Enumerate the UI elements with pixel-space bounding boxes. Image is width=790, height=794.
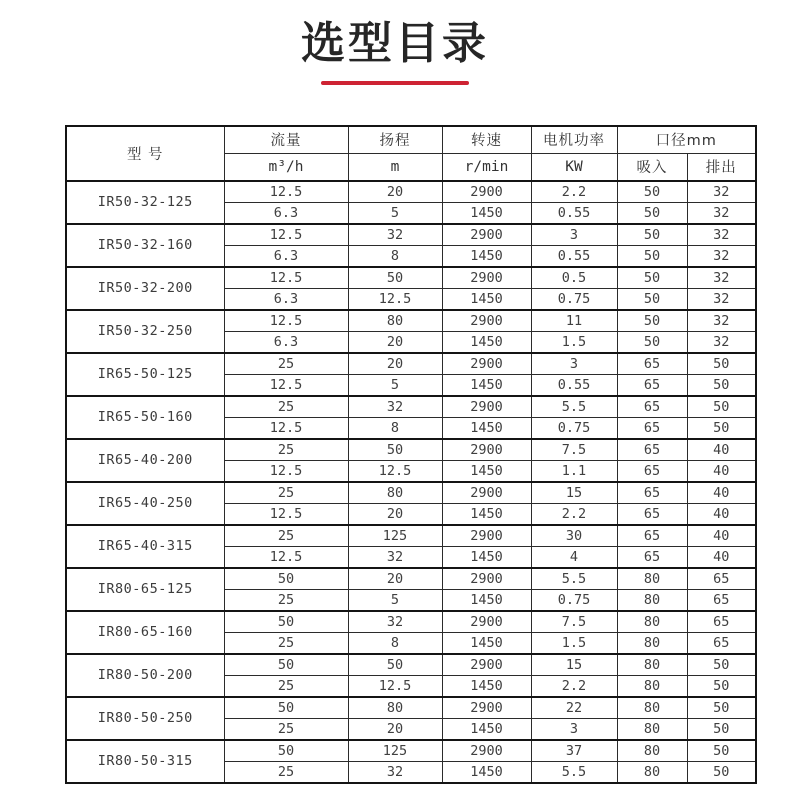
value-cell: 1450 [442, 761, 531, 783]
value-cell: 25 [224, 353, 348, 375]
value-cell: 1450 [442, 331, 531, 353]
value-cell: 2900 [442, 353, 531, 375]
value-cell: 25 [224, 761, 348, 783]
model-cell: IR65-40-250 [66, 482, 224, 525]
value-cell: 50 [687, 675, 756, 697]
table-row [66, 482, 756, 504]
value-cell: 125 [348, 525, 442, 547]
value-cell: 50 [687, 740, 756, 762]
value-cell: 5.5 [531, 396, 617, 418]
value-cell: 80 [617, 718, 687, 740]
value-cell: 2.2 [531, 503, 617, 525]
value-cell: 6.3 [224, 331, 348, 353]
value-cell: 125 [348, 740, 442, 762]
value-cell: 2900 [442, 482, 531, 504]
value-cell: 32 [348, 611, 442, 633]
value-cell: 32 [348, 224, 442, 246]
value-cell: 1450 [442, 589, 531, 611]
value-cell: 50 [687, 761, 756, 783]
value-cell: 50 [224, 611, 348, 633]
value-cell: 80 [617, 632, 687, 654]
value-cell: 12.5 [224, 503, 348, 525]
value-cell: 1450 [442, 202, 531, 224]
value-cell: 0.75 [531, 589, 617, 611]
value-cell: 40 [687, 482, 756, 504]
model-cell: IR65-40-315 [66, 525, 224, 568]
value-cell: 8 [348, 632, 442, 654]
value-cell: 40 [687, 503, 756, 525]
value-cell: 25 [224, 632, 348, 654]
value-cell: 25 [224, 439, 348, 461]
value-cell: 32 [687, 224, 756, 246]
value-cell: 40 [687, 460, 756, 482]
value-cell: 65 [617, 525, 687, 547]
header-speed-unit: r/min [442, 153, 531, 181]
value-cell: 32 [687, 181, 756, 203]
value-cell: 50 [687, 417, 756, 439]
value-cell: 1.5 [531, 632, 617, 654]
value-cell: 12.5 [224, 181, 348, 203]
value-cell: 1450 [442, 417, 531, 439]
table-row [66, 740, 756, 762]
value-cell: 40 [687, 546, 756, 568]
page-header [0, 0, 790, 85]
table-row [66, 396, 756, 418]
value-cell: 12.5 [224, 267, 348, 289]
header-power-unit: KW [531, 153, 617, 181]
header-power: 电机功率 [531, 126, 617, 154]
value-cell: 50 [687, 396, 756, 418]
table-row [66, 439, 756, 461]
value-cell: 50 [224, 654, 348, 676]
value-cell: 25 [224, 525, 348, 547]
table-row [66, 654, 756, 676]
value-cell: 2900 [442, 181, 531, 203]
value-cell: 6.3 [224, 288, 348, 310]
value-cell: 1450 [442, 374, 531, 396]
value-cell: 50 [687, 374, 756, 396]
value-cell: 32 [687, 288, 756, 310]
value-cell: 2900 [442, 224, 531, 246]
model-cell: IR80-50-250 [66, 697, 224, 740]
model-cell: IR50-32-125 [66, 181, 224, 224]
value-cell: 1.1 [531, 460, 617, 482]
value-cell: 1450 [442, 546, 531, 568]
value-cell: 6.3 [224, 245, 348, 267]
value-cell: 22 [531, 697, 617, 719]
value-cell: 2.2 [531, 675, 617, 697]
value-cell: 25 [224, 589, 348, 611]
value-cell: 80 [617, 740, 687, 762]
value-cell: 2900 [442, 654, 531, 676]
page-title: 选型目录 [301, 18, 489, 69]
value-cell: 50 [617, 224, 687, 246]
value-cell: 15 [531, 654, 617, 676]
value-cell: 15 [531, 482, 617, 504]
value-cell: 12.5 [348, 288, 442, 310]
value-cell: 1450 [442, 632, 531, 654]
value-cell: 25 [224, 396, 348, 418]
value-cell: 20 [348, 331, 442, 353]
model-cell: IR50-32-200 [66, 267, 224, 310]
value-cell: 50 [687, 718, 756, 740]
value-cell: 50 [617, 267, 687, 289]
value-cell: 8 [348, 245, 442, 267]
value-cell: 80 [617, 675, 687, 697]
value-cell: 65 [687, 632, 756, 654]
value-cell: 65 [617, 374, 687, 396]
value-cell: 7.5 [531, 611, 617, 633]
value-cell: 65 [617, 503, 687, 525]
value-cell: 50 [224, 568, 348, 590]
table-row [66, 181, 756, 203]
model-cell: IR50-32-160 [66, 224, 224, 267]
value-cell: 32 [348, 761, 442, 783]
value-cell: 25 [224, 482, 348, 504]
header-head-unit: m [348, 153, 442, 181]
value-cell: 7.5 [531, 439, 617, 461]
title-underline [321, 81, 469, 85]
header-discharge: 排出 [687, 153, 756, 181]
value-cell: 65 [687, 589, 756, 611]
value-cell: 5 [348, 374, 442, 396]
value-cell: 32 [348, 396, 442, 418]
value-cell: 32 [687, 202, 756, 224]
value-cell: 5.5 [531, 761, 617, 783]
value-cell: 50 [617, 181, 687, 203]
model-cell: IR80-50-200 [66, 654, 224, 697]
value-cell: 2900 [442, 525, 531, 547]
value-cell: 65 [617, 396, 687, 418]
value-cell: 25 [224, 718, 348, 740]
value-cell: 12.5 [224, 310, 348, 332]
value-cell: 40 [687, 525, 756, 547]
value-cell: 0.55 [531, 245, 617, 267]
value-cell: 5.5 [531, 568, 617, 590]
table-row [66, 697, 756, 719]
value-cell: 12.5 [224, 374, 348, 396]
table-row [66, 310, 756, 332]
value-cell: 11 [531, 310, 617, 332]
header-suction: 吸入 [617, 153, 687, 181]
value-cell: 80 [348, 482, 442, 504]
value-cell: 50 [348, 654, 442, 676]
value-cell: 20 [348, 503, 442, 525]
value-cell: 3 [531, 224, 617, 246]
value-cell: 80 [617, 654, 687, 676]
value-cell: 50 [617, 310, 687, 332]
model-cell: IR65-50-160 [66, 396, 224, 439]
value-cell: 30 [531, 525, 617, 547]
value-cell: 0.75 [531, 417, 617, 439]
value-cell: 5 [348, 589, 442, 611]
value-cell: 37 [531, 740, 617, 762]
value-cell: 3 [531, 353, 617, 375]
header-speed: 转速 [442, 126, 531, 154]
value-cell: 2900 [442, 568, 531, 590]
value-cell: 65 [617, 460, 687, 482]
table-row [66, 224, 756, 246]
model-cell: IR65-40-200 [66, 439, 224, 482]
value-cell: 80 [348, 697, 442, 719]
value-cell: 1450 [442, 675, 531, 697]
table-row [66, 568, 756, 590]
value-cell: 50 [687, 697, 756, 719]
value-cell: 0.5 [531, 267, 617, 289]
value-cell: 12.5 [224, 546, 348, 568]
value-cell: 65 [617, 546, 687, 568]
value-cell: 80 [348, 310, 442, 332]
value-cell: 80 [617, 568, 687, 590]
value-cell: 12.5 [348, 675, 442, 697]
value-cell: 80 [617, 697, 687, 719]
value-cell: 2900 [442, 396, 531, 418]
value-cell: 32 [348, 546, 442, 568]
table-row [66, 525, 756, 547]
value-cell: 20 [348, 568, 442, 590]
value-cell: 2.2 [531, 181, 617, 203]
table-header [66, 126, 756, 181]
model-cell: IR80-65-125 [66, 568, 224, 611]
value-cell: 50 [617, 245, 687, 267]
value-cell: 12.5 [348, 460, 442, 482]
value-cell: 50 [224, 697, 348, 719]
value-cell: 2900 [442, 267, 531, 289]
value-cell: 2900 [442, 310, 531, 332]
value-cell: 50 [617, 202, 687, 224]
value-cell: 20 [348, 181, 442, 203]
value-cell: 8 [348, 417, 442, 439]
value-cell: 50 [348, 439, 442, 461]
selection-table [65, 125, 757, 784]
value-cell: 12.5 [224, 460, 348, 482]
value-cell: 1.5 [531, 331, 617, 353]
value-cell: 1450 [442, 288, 531, 310]
value-cell: 32 [687, 310, 756, 332]
model-cell: IR80-50-315 [66, 740, 224, 783]
value-cell: 80 [617, 589, 687, 611]
table-body [66, 181, 756, 783]
value-cell: 4 [531, 546, 617, 568]
value-cell: 20 [348, 353, 442, 375]
value-cell: 50 [687, 353, 756, 375]
value-cell: 50 [617, 288, 687, 310]
value-cell: 5 [348, 202, 442, 224]
header-flow: 流量 [224, 126, 348, 154]
table-row [66, 353, 756, 375]
value-cell: 65 [617, 439, 687, 461]
value-cell: 40 [687, 439, 756, 461]
value-cell: 80 [617, 611, 687, 633]
value-cell: 80 [617, 761, 687, 783]
value-cell: 2900 [442, 611, 531, 633]
value-cell: 32 [687, 331, 756, 353]
value-cell: 25 [224, 675, 348, 697]
value-cell: 65 [617, 353, 687, 375]
header-diameter: 口径mm [617, 126, 756, 154]
value-cell: 50 [617, 331, 687, 353]
header-flow-unit: m³/h [224, 153, 348, 181]
value-cell: 0.55 [531, 202, 617, 224]
header-model: 型 号 [66, 126, 224, 181]
model-cell: IR65-50-125 [66, 353, 224, 396]
value-cell: 1450 [442, 460, 531, 482]
value-cell: 65 [687, 568, 756, 590]
value-cell: 50 [348, 267, 442, 289]
value-cell: 32 [687, 267, 756, 289]
table-row [66, 267, 756, 289]
value-cell: 0.55 [531, 374, 617, 396]
value-cell: 2900 [442, 740, 531, 762]
model-cell: IR80-65-160 [66, 611, 224, 654]
value-cell: 50 [224, 740, 348, 762]
value-cell: 0.75 [531, 288, 617, 310]
value-cell: 2900 [442, 439, 531, 461]
value-cell: 1450 [442, 245, 531, 267]
value-cell: 2900 [442, 697, 531, 719]
header-head: 扬程 [348, 126, 442, 154]
value-cell: 6.3 [224, 202, 348, 224]
value-cell: 1450 [442, 503, 531, 525]
value-cell: 1450 [442, 718, 531, 740]
value-cell: 12.5 [224, 224, 348, 246]
model-cell: IR50-32-250 [66, 310, 224, 353]
value-cell: 65 [617, 417, 687, 439]
value-cell: 3 [531, 718, 617, 740]
value-cell: 20 [348, 718, 442, 740]
value-cell: 50 [687, 654, 756, 676]
value-cell: 32 [687, 245, 756, 267]
value-cell: 65 [687, 611, 756, 633]
value-cell: 65 [617, 482, 687, 504]
table-row [66, 611, 756, 633]
header-row-labels [66, 126, 756, 154]
value-cell: 12.5 [224, 417, 348, 439]
